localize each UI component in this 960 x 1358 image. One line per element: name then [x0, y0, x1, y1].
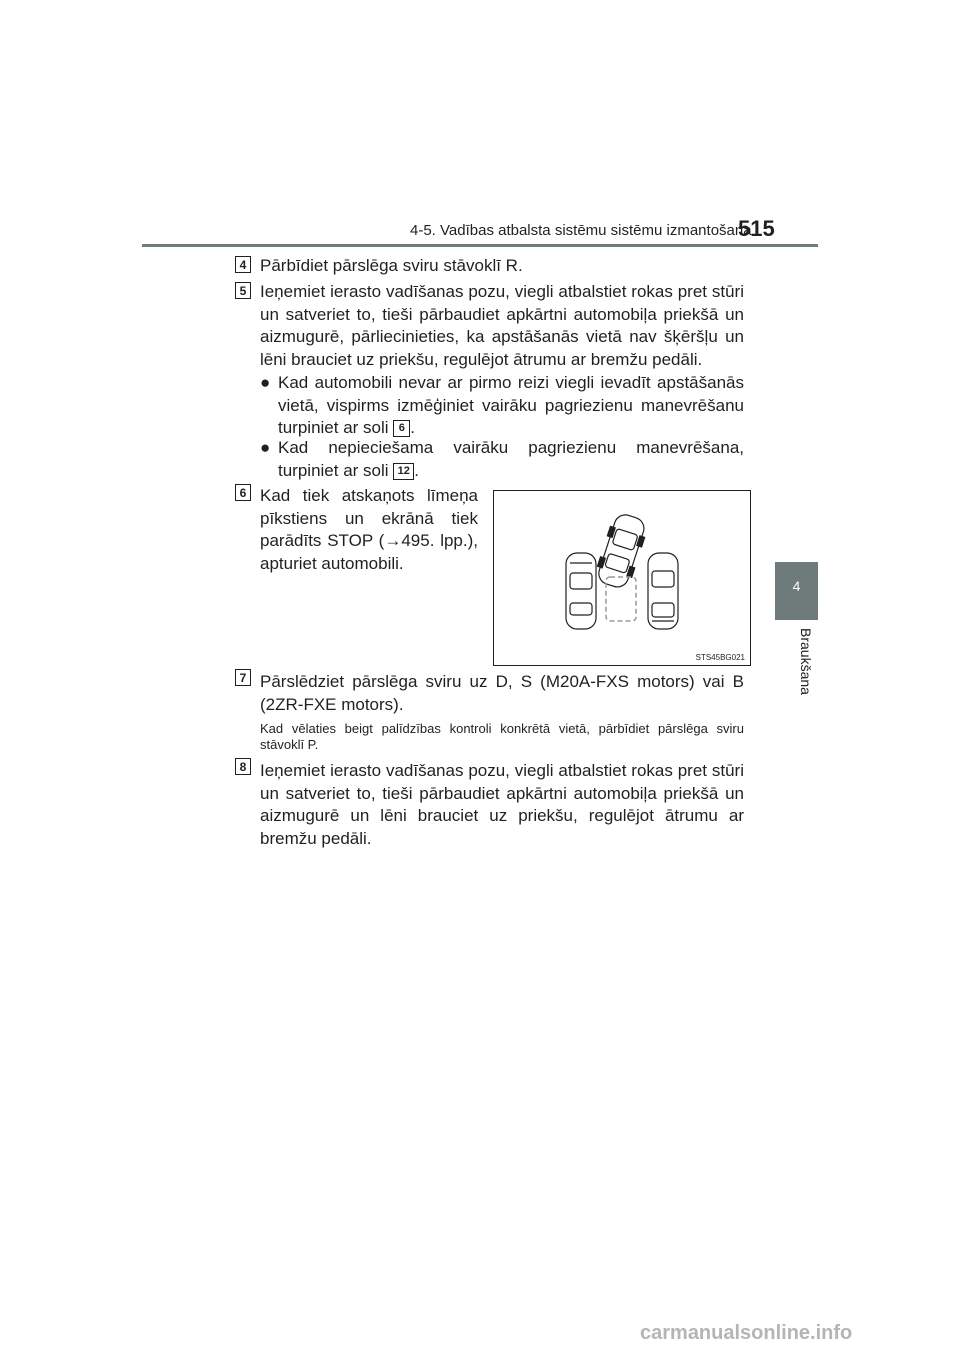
- step-text: Ieņemiet ierasto vadīšanas pozu, viegli atbalstiet rokas pret stūri un satveriet to, tieši pārbaudiet apkārtni automobiļa priekšā un aizmugurē un lēni brauciet uz priekšu, regulējot ātrumu ar bremžu pedāli.: [260, 761, 744, 848]
- step-number-box: 4: [235, 256, 251, 273]
- step-number-box: 6: [235, 484, 251, 501]
- page-number: 515: [738, 216, 775, 241]
- bullet-text: Kad automobili nevar ar pirmo reizi viegli ievadīt apstāšanās vietā, vispirms izmēģiniet vairāku pagriezienu manevrēšanu turpiniet ar soli 6 .: [278, 373, 744, 437]
- step-text: Pārslēdziet pārslēga sviru uz D, S (M20A-FXS motors) vai B (2ZR-FXE motors).: [260, 672, 744, 714]
- step-text: Pārbīdiet pārslēga sviru stāvoklī R.: [260, 256, 523, 275]
- step-number-box: 5: [235, 282, 251, 299]
- step-text: Kad tiek atskaņots līmeņa pīkstiens un ekrānā tiek parādīts STOP (→495. lpp.), apturiet automobili.: [260, 486, 478, 573]
- bullet-icon: ●: [260, 373, 271, 392]
- chapter-label: Braukšana: [798, 628, 814, 695]
- step-reference: 6: [393, 420, 410, 437]
- watermark: carmanualsonline.info: [640, 1322, 853, 1344]
- step-number-box: 7: [235, 669, 251, 686]
- right-parked-car-icon: [648, 553, 678, 629]
- bullet-text: Kad nepieciešama vairāku pagriezienu manevrēšana, turpiniet ar soli 12 .: [278, 438, 744, 480]
- header-divider: [142, 244, 818, 247]
- bullet-icon: ●: [260, 438, 271, 457]
- chapter-tab-number: 4: [792, 578, 801, 594]
- step-reference: 12: [393, 463, 414, 480]
- step-number-box: 8: [235, 758, 251, 775]
- note-text: Kad vēlaties beigt palīdzības kontroli konkrētā vietā, pārbīdiet pārslēga sviru stāvoklī P.: [260, 721, 744, 752]
- step-text: Ieņemiet ierasto vadīšanas pozu, viegli atbalstiet rokas pret stūri un satveriet to, tieši pārbaudiet apkārtni automobiļa priekšā un aizmugurē, pārliecinieties, ka apstāšanās vietā nav šķēršļu un lēni brauciet uz priekšu, regulējot ātrumu ar bremžu pedāli.: [260, 282, 744, 369]
- section-title: 4-5. Vadības atbalsta sistēmu sistēmu izmantošana: [410, 222, 752, 239]
- parking-diagram-svg: [494, 491, 750, 665]
- figure-code: STS45BG021: [695, 653, 745, 662]
- chapter-tab: [775, 562, 818, 620]
- maneuvering-car-icon: [593, 511, 649, 591]
- parking-illustration: [493, 490, 751, 666]
- left-parked-car-icon: [566, 553, 596, 629]
